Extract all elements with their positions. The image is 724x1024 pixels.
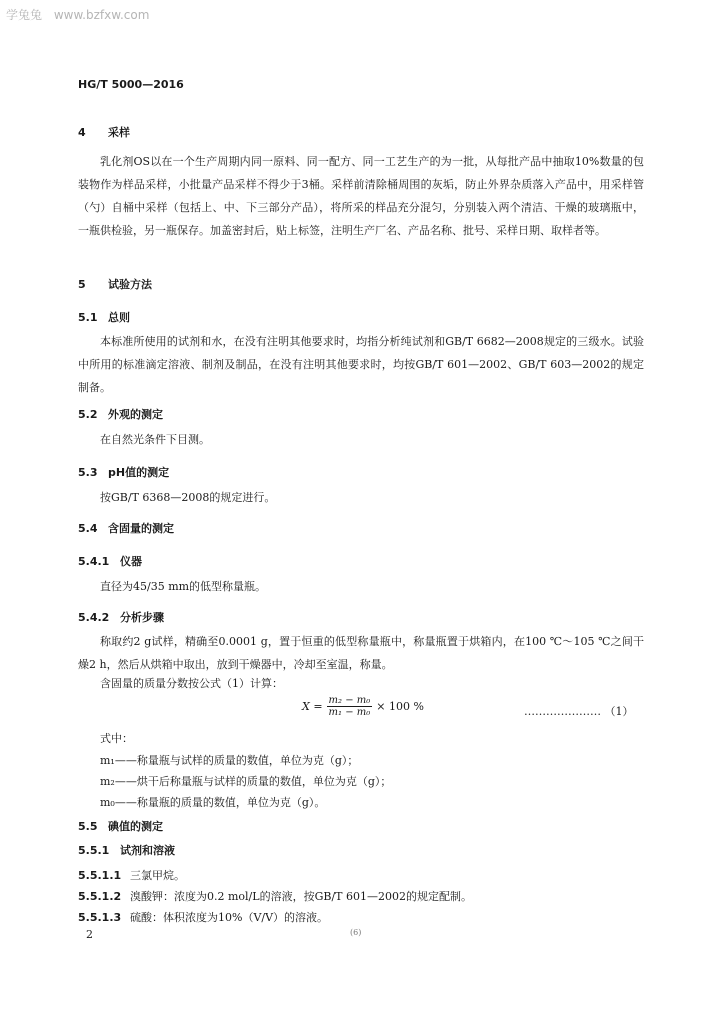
- section-4-text: 乳化剂OS以在一个生产周期内同一原料、同一配方、同一工艺生产的为一批，从每批产品中抽取10%数量的包装物作为样品采样，小批量产品采样不得少于3桶。采样前清除桶周围的灰垢，防止外界杂质落入产品中，用采样管（勺）自桶中采样（包括上、中、下三部分产品），将所采的样品充分混匀，分别装入两个清洁、干燥的玻璃瓶中，一瓶供检验，另一瓶保存。加盖密封后，贴上标签，注明生产厂名、产品名称、批号、采样日期、取样者等。: [78, 155, 644, 237]
- item-5-5-1-1: 5.5.1.1 三氯甲烷。: [78, 869, 185, 882]
- section-5-heading: 5 试验方法: [78, 278, 152, 291]
- section-5-4-2-text: 称取约2 g试样，精确至0.0001 g，置于恒重的低型称量瓶中，称量瓶置于烘箱内，在100 ℃～105 ℃之间干燥2 h，然后从烘箱中取出，放到干燥器中，冷却至室温，称量。: [78, 635, 644, 671]
- watermark-url: www.bzfxw.com: [53, 8, 150, 22]
- section-5-5-heading: 5.5 碘值的测定: [78, 820, 163, 833]
- item-5-5-1-2: 5.5.1.2 溴酸钾：浓度为0.2 mol/L的溶液，按GB/T 601—2002的规定配制。: [78, 890, 472, 903]
- page-number: 2: [86, 928, 93, 941]
- formula-lhs: X =: [302, 700, 323, 713]
- section-5-4-heading: 5.4 含固量的测定: [78, 522, 174, 535]
- formula-multiplier: × 100 %: [376, 700, 424, 713]
- where-m2: m₂——烘干后称量瓶与试样的质量的数值，单位为克（g）；: [100, 775, 392, 788]
- section-5-2-heading: 5.2 外观的测定: [78, 408, 163, 421]
- section-4-heading: 4 采样: [78, 126, 130, 139]
- standard-code: HG/T 5000—2016: [78, 78, 184, 91]
- formula-fraction: [327, 695, 373, 718]
- section-5-3-heading: 5.3 pH值的测定: [78, 466, 170, 479]
- section-5-4-2-heading: 5.4.2 分析步骤: [78, 611, 164, 624]
- watermark: [6, 6, 149, 23]
- watermark-site: 学兔兔: [6, 8, 43, 22]
- where-m1: m₁——称量瓶与试样的质量的数值，单位为克（g）；: [100, 754, 359, 767]
- section-5-4-1-heading: 5.4.1 仪器: [78, 555, 142, 568]
- section-5-1-heading: 5.1 总则: [78, 311, 130, 324]
- equation-number: ………………… （1）: [524, 705, 634, 718]
- footer-mark: (6): [350, 928, 362, 937]
- solids-formula: [302, 695, 424, 718]
- section-5-4-1-text: 直径为45/35 mm的低型称量瓶。: [100, 580, 267, 593]
- item-5-5-1-3: 5.5.1.3 硫酸：体积浓度为10%（V/V）的溶液。: [78, 911, 329, 924]
- where-label: 式中：: [100, 732, 133, 745]
- section-5-1-text: 本标准所使用的试剂和水，在没有注明其他要求时，均指分析纯试剂和GB/T 6682—2008规定的三级水。试验中所用的标准滴定溶液、制剂及制品，在没有注明其他要求时，均按GB/T 601—2002、GB/T 603—2002的规定制备。: [78, 335, 644, 394]
- section-5-3-text: 按GB/T 6368—2008的规定进行。: [100, 491, 276, 504]
- formula-numerator: m₂ − m₀: [328, 695, 371, 706]
- where-m0: m₀——称量瓶的质量的数值，单位为克（g）。: [100, 796, 326, 809]
- section-5-5-1-heading: 5.5.1 试剂和溶液: [78, 844, 175, 857]
- formula-intro: 含固量的质量分数按公式（1）计算：: [100, 677, 283, 690]
- formula-denominator: m₁ − m₀: [328, 707, 371, 718]
- section-5-2-text: 在自然光条件下目测。: [100, 433, 210, 446]
